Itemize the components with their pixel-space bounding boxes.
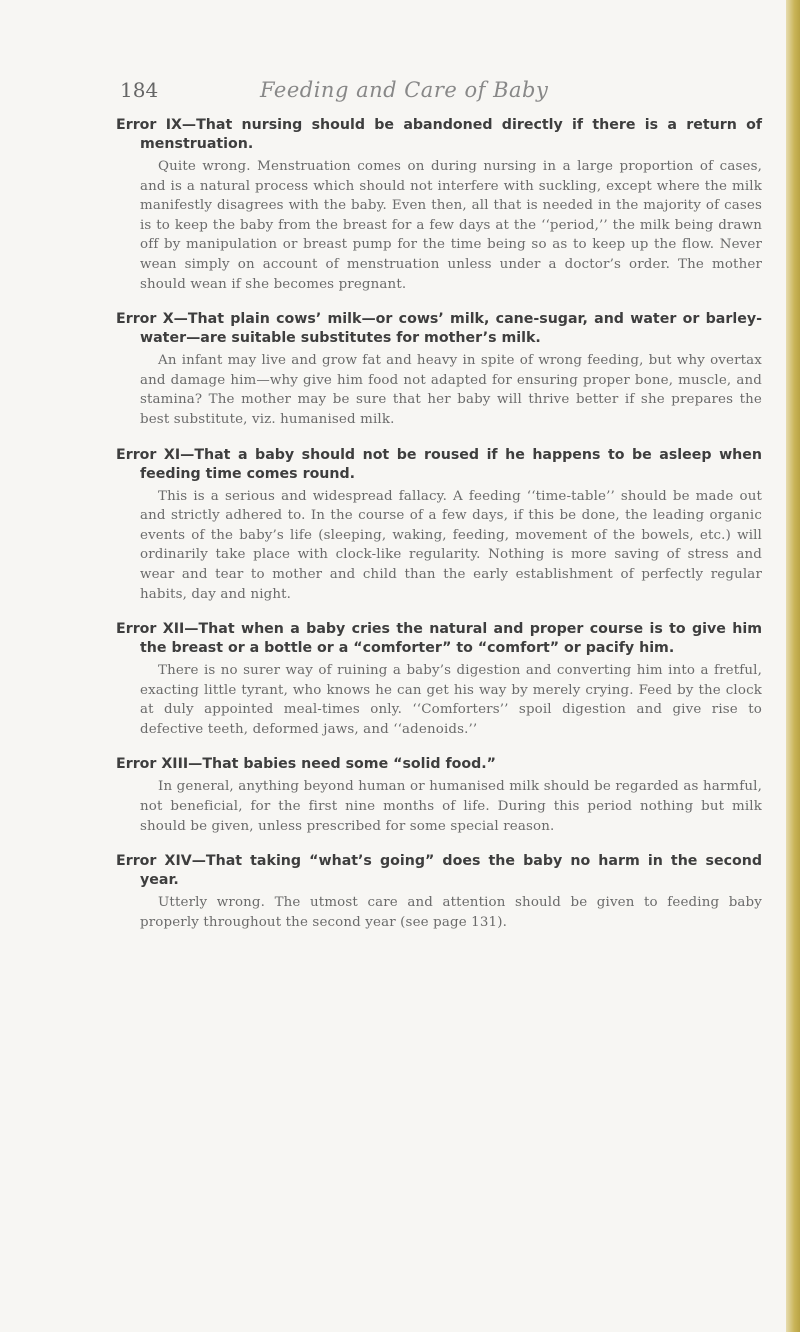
page-content [116, 116, 762, 948]
error-entry [116, 852, 762, 932]
error-body: This is a serious and widespread fallacy. A feeding ‘‘time-table’’ should be made out and strictly adhered to. In the course of a few days, if this be done, the leading organic events of the baby’s life (sleeping, waking, feeding, movement of the bowels, etc.) will ordinarily take place with clock-like regularity. Nothing is more saving of stress and wear and tear to mother and child than the early establishment of perfectly regular habits, day and night. [140, 488, 762, 602]
error-entry [116, 755, 762, 836]
error-entry [116, 310, 762, 429]
error-body: Quite wrong. Menstruation comes on during nursing in a large proportion of cases, and is a natural process which should not interfere with suckling, except where the milk manifestly disagrees with the baby. Even then, all that is needed in the majority of cases is to keep the baby from the breast for a few days at the ‘‘period,’’ the milk being drawn off by manipulation or breast pump for the time being so as to keep up the flow. Never wean simply on account of menstruation unless under a doctor’s order. The mother should wean if she becomes pregnant. [140, 159, 762, 292]
page-edge [786, 0, 800, 1332]
error-heading: Error XII—That when a baby cries the natural and proper course is to give him the breast or a bottle or a “comforter” to “comfort” or pacify him. [116, 621, 762, 657]
error-heading: Error XI—That a baby should not be roused if he happens to be asleep when feeding time comes round. [116, 446, 762, 482]
page-header [120, 78, 760, 108]
error-body: In general, anything beyond human or humanised milk should be regarded as harmful, not beneficial, for the first nine months of life. During this period nothing but milk should be given, unless prescribed for some special reason. [140, 779, 762, 834]
error-entry [116, 446, 762, 605]
error-heading: Error IX—That nursing should be abandoned directly if there is a return of menstruation. [116, 117, 762, 152]
error-body: An infant may live and grow fat and heavy in spite of wrong feeding, but why overtax and damage him—why give him food not adapted for ensuring proper bone, muscle, and stamina? The mother may be sure that her baby will thrive better if she prepares the best substitute, viz. humanised milk. [140, 353, 762, 427]
error-body: Utterly wrong. The utmost care and attention should be given to feeding baby properly throughout the second year (see page 131). [140, 895, 762, 930]
error-heading: Error XIV—That taking “what’s going” does the baby no harm in the second year. [116, 853, 762, 889]
page-number: 184 [120, 78, 159, 102]
error-heading: Error X—That plain cows’ milk—or cows’ milk, cane-sugar, and water or barley-water—are suitable substitutes for mother’s milk. [116, 311, 762, 347]
error-body: There is no surer way of ruining a baby’s digestion and converting him into a fretful, exacting little tyrant, who knows he can get his way by merely crying. Feed by the clock at duly appointed meal-times only. ‘‘Comforters’’ spoil digestion and give rise to defective teeth, deformed jaws, and ‘‘adenoids.’’ [140, 663, 762, 737]
error-entry [116, 620, 762, 739]
running-title: Feeding and Care of Baby [260, 78, 549, 102]
error-heading: Error XIII—That babies need some “solid food.” [116, 756, 497, 773]
error-entry [116, 116, 762, 294]
